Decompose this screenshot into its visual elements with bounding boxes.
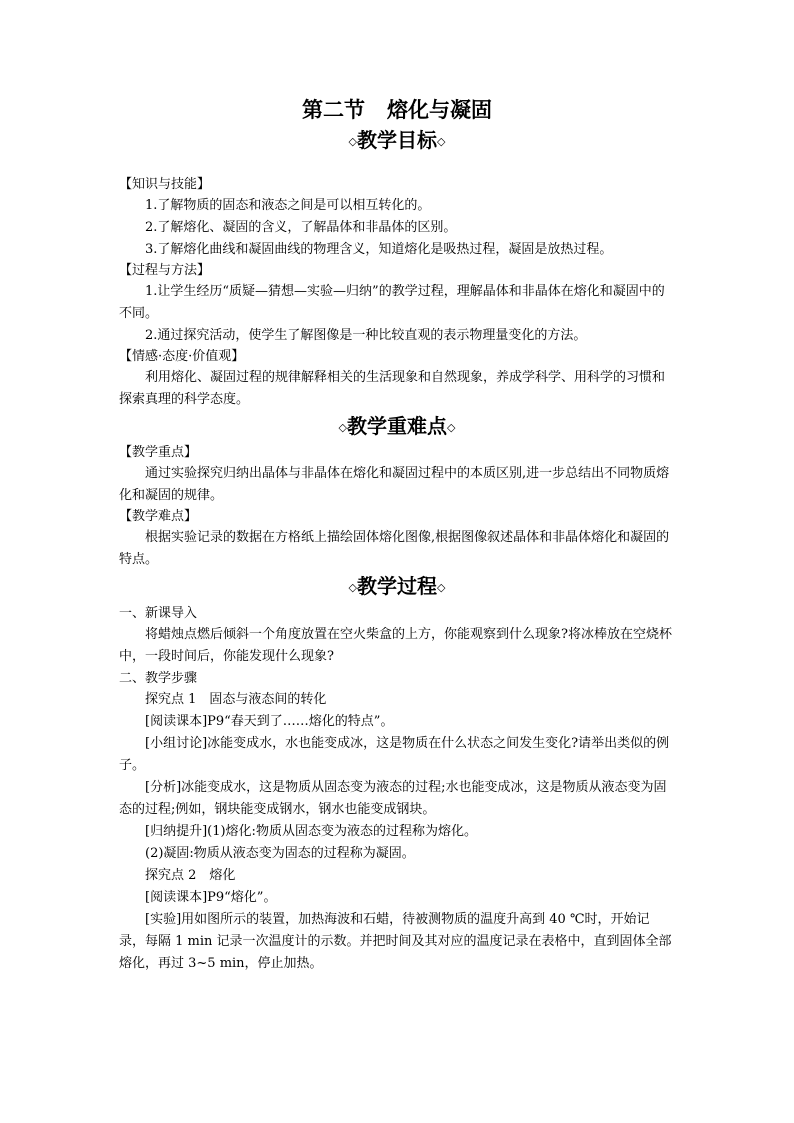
title-topic: 熔化与凝固: [387, 97, 492, 122]
heading-process: ◇教学过程◇: [348, 574, 446, 598]
knowledge-item: 3.了解熔化曲线和凝固曲线的物理含义，知道熔化是吸热过程，凝固是放热过程。: [145, 242, 613, 257]
summary-1: [归纳提升](1)熔化:物质从固态变为液态的过程称为熔化。: [145, 824, 477, 839]
explore-point-2: 探究点 2 熔化: [145, 868, 236, 883]
page-title: [119, 95, 675, 125]
title-section-number: 第二节: [302, 97, 365, 122]
emotion-text: 利用熔化、凝固过程的规律解释相关的生活现象和自然现象，养成学科学、用科学的习惯和探索真理的科学态度。: [119, 370, 666, 407]
difficult-text: 根据实验记录的数据在方格纸上描绘固体熔化图像,根据图像叙述晶体和非晶体熔化和凝固的特点。: [119, 530, 670, 567]
experiment-text: [实验]用如图所示的装置，加热海波和石蜡，待被测物质的温度升高到 40 ℃时，开始记录，每隔 1 min 记录一次温度计的示数。并把时间及其对应的温度记录在表格中，直到固体全部熔化，再过 3~5 min，停止加热。: [119, 912, 672, 971]
diamond-left-icon: ◇: [348, 581, 357, 594]
steps-heading: 二、教学步骤: [119, 671, 198, 686]
method-label: 【过程与方法】: [119, 263, 211, 278]
analysis-text: [分析]冰能变成水，这是物质从固态变为液态的过程;水也能变成冰，这是物质从液态变为固态的过程;例如，钢块能变成钢水，钢水也能变成钢块。: [119, 780, 667, 817]
diamond-right-icon: ◇: [447, 421, 456, 434]
knowledge-item: 2.了解熔化、凝固的含义，了解晶体和非晶体的区别。: [145, 220, 457, 235]
intro-text: 将蜡烛点燃后倾斜一个角度放置在空火柴盒的上方，你能观察到什么现象?将冰棒放在空烧杯中，一段时间后，你能发现什么现象?: [119, 627, 672, 664]
heading-keypoints: ◇教学重难点◇: [338, 414, 456, 438]
read-textbook-2: [阅读课本]P9“熔化”。: [145, 890, 277, 905]
diamond-right-icon: ◇: [437, 581, 446, 594]
summary-2: (2)凝固:物质从液态变为固态的过程称为凝固。: [145, 846, 415, 861]
difficult-label: 【教学难点】: [119, 509, 198, 524]
diamond-left-icon: ◇: [338, 421, 347, 434]
diamond-right-icon: ◇: [437, 135, 446, 148]
method-item: 2.通过探究活动，使学生了解图像是一种比较直观的表示物理量变化的方法。: [145, 328, 587, 343]
knowledge-label: 【知识与技能】: [119, 177, 211, 192]
explore-point-1: 探究点 1 固态与液态间的转化: [145, 692, 327, 707]
group-discussion: [小组讨论]冰能变成水，水也能变成冰，这是物质在什么状态之间发生变化?请举出类似的例子。: [119, 736, 670, 773]
heading-goals: ◇教学目标◇: [348, 128, 446, 152]
key-text: 通过实验探究归纳出晶体与非晶体在熔化和凝固过程中的本质区别,进一步总结出不同物质熔化和凝固的规律。: [119, 466, 670, 503]
intro-heading: 一、新课导入: [119, 606, 198, 621]
knowledge-item: 1.了解物质的固态和液态之间是可以相互转化的。: [145, 198, 431, 213]
document-page: [119, 95, 675, 975]
key-label: 【教学重点】: [119, 445, 198, 460]
diamond-left-icon: ◇: [348, 135, 357, 148]
emotion-label: 【情感·态度·价值观】: [119, 349, 245, 364]
read-textbook-1: [阅读课本]P9“春天到了……熔化的特点”。: [145, 714, 394, 729]
method-item: 1.让学生经历“质疑—猜想—实验—归纳”的教学过程，理解晶体和非晶体在熔化和凝固中的不同。: [119, 284, 665, 321]
